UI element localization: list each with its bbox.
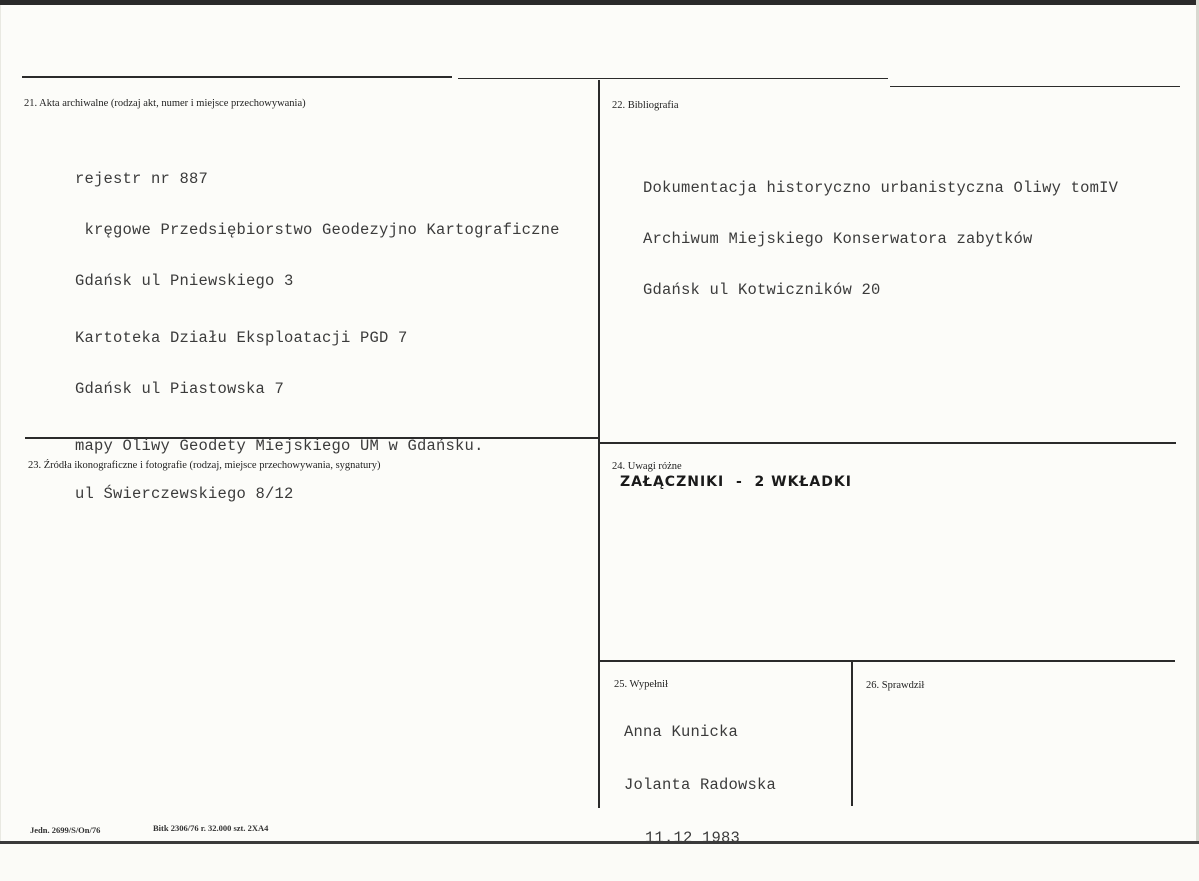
section-21-label: 21. Akta archiwalne (rodzaj akt, numer i miejsce przechowywania) bbox=[24, 98, 306, 109]
archive-line: Kartoteka Działu Eksploatacji PGD 7 bbox=[75, 329, 408, 347]
signature-rule bbox=[600, 660, 1175, 662]
column-divider bbox=[598, 80, 600, 808]
section-25-label: 25. Wypełnił bbox=[614, 679, 669, 690]
signature-divider bbox=[851, 662, 853, 806]
section-25-content bbox=[624, 690, 776, 881]
filled-by-name: Anna Kunicka bbox=[624, 723, 739, 741]
footer-right: Bitk 2306/76 r. 32.000 szt. 2XA4 bbox=[153, 823, 269, 833]
archive-line: kręgowe Przedsiębiorstwo Geodezyjno Kartograficzne bbox=[75, 221, 560, 239]
footer-left: Jedn. 2699/S/On/76 bbox=[30, 825, 101, 835]
remarks-handwritten: ZAŁĄCZNIKI - 2 WKŁADKI bbox=[620, 474, 852, 490]
bibliography-line: Archiwum Miejskiego Konserwatora zabytków bbox=[643, 230, 1033, 248]
archive-line: mapy Oliwy Geodety Miejskiego UM w Gdańsku. bbox=[75, 437, 484, 455]
middle-rule-right bbox=[600, 442, 1176, 444]
archive-line: rejestr nr 887 bbox=[75, 170, 209, 188]
archive-line: Gdańsk ul Pniewskiego 3 bbox=[75, 272, 294, 290]
filled-by-name: Jolanta Radowska bbox=[624, 776, 777, 794]
section-21-content bbox=[75, 137, 560, 537]
bibliography-line: Gdańsk ul Kotwiczników 20 bbox=[643, 281, 881, 299]
section-23-label: 23. Źródła ikonograficzne i fotografie (rodzaj, miejsce przechowywania, sygnatury) bbox=[28, 460, 381, 471]
top-rule-mid bbox=[458, 78, 888, 79]
filled-date: 11.12 1983 bbox=[645, 829, 741, 847]
card-top-edge bbox=[0, 0, 1199, 5]
archive-line: Gdańsk ul Piastowska 7 bbox=[75, 380, 285, 398]
bibliography-line: Dokumentacja historyczno urbanistyczna Oliwy tomIV bbox=[643, 179, 1119, 197]
top-rule bbox=[22, 76, 452, 78]
section-22-label: 22. Bibliografia bbox=[612, 100, 679, 111]
section-24-label: 24. Uwagi różne bbox=[612, 461, 682, 472]
section-26-label: 26. Sprawdził bbox=[866, 680, 925, 691]
section-22-content bbox=[643, 146, 1118, 333]
top-rule-right bbox=[890, 86, 1180, 87]
archive-line: ul Świerczewskiego 8/12 bbox=[75, 485, 294, 503]
